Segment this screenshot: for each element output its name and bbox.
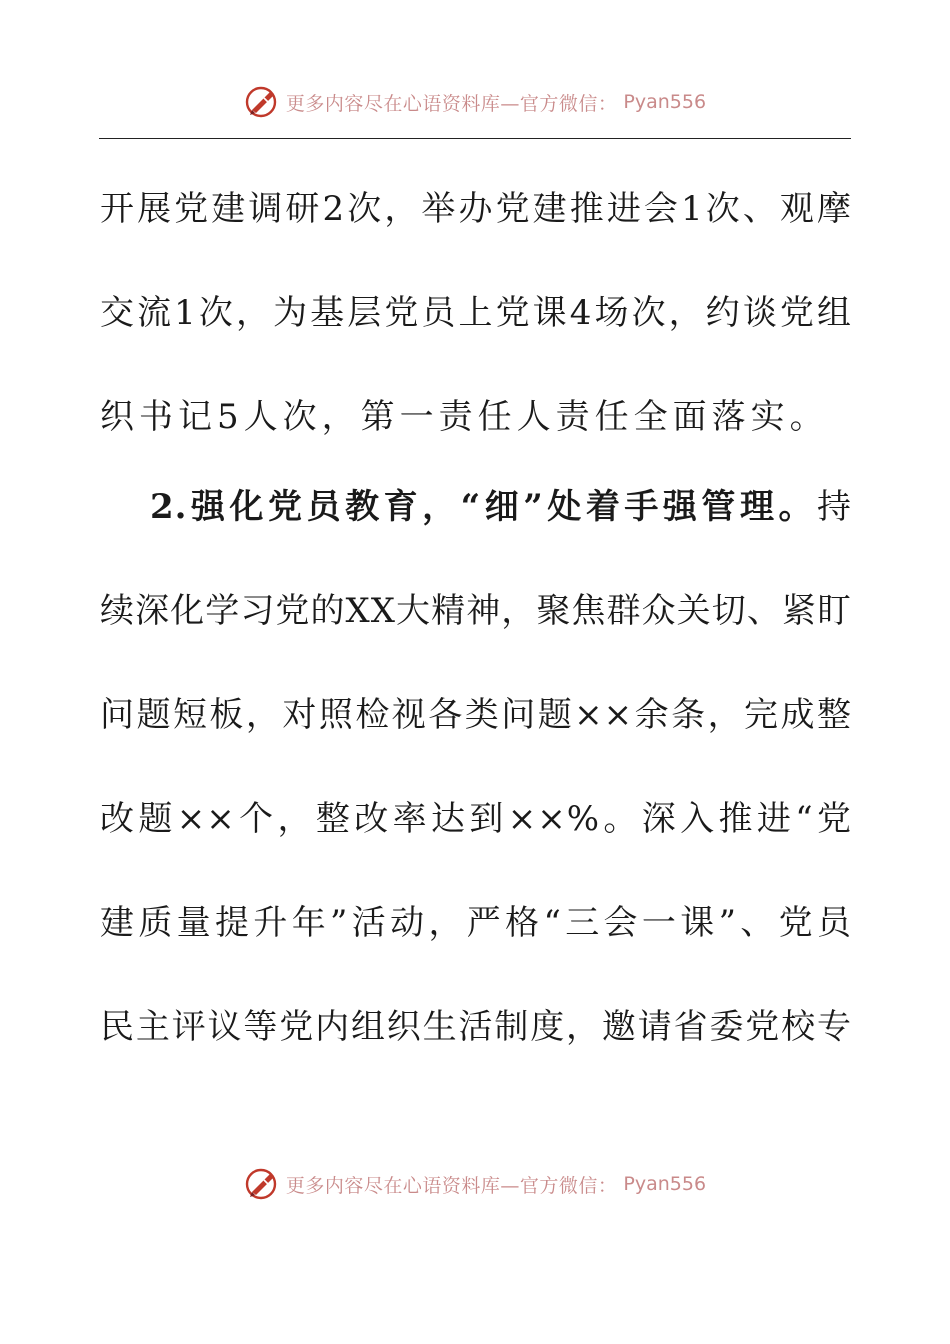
body-line-2: 交流1次，为基层党员上党课4场次，约谈党组 (100, 293, 852, 333)
footer-banner (0, 1162, 950, 1206)
header-divider (99, 138, 851, 139)
body-line-6: 问题短板，对照检视各类问题××余条，完成整 (100, 695, 852, 735)
section-heading: 2.强化党员教育，“细”处着手强管理。 (150, 487, 817, 527)
body-line-1: 开展党建调研2次，举办党建推进会1次、观摩 (100, 189, 852, 229)
body-line-5: 续深化学习党的XX大精神，聚焦群众关切、紧盯 (100, 591, 852, 631)
body-line-7: 改题××个，整改率达到××%。深入推进“党 (100, 799, 852, 839)
header-wechat-id: Pyan556 (623, 91, 707, 113)
header-banner-text: 更多内容尽在心语资料库—官方微信： (285, 92, 618, 115)
footer-wechat-id: Pyan556 (623, 1173, 707, 1195)
heading-continuation: 持 (817, 487, 852, 527)
pen-logo-icon (244, 84, 280, 120)
section-heading-line (150, 477, 852, 537)
header-banner (0, 80, 950, 124)
body-line-3: 织书记5人次，第一责任人责任全面落实。 (100, 397, 829, 437)
footer-banner-text: 更多内容尽在心语资料库—官方微信： (285, 1174, 618, 1197)
body-line-9: 民主评议等党内组织生活制度，邀请省委党校专 (100, 1007, 852, 1047)
pen-logo-icon (244, 1166, 280, 1202)
body-line-8: 建质量提升年”活动，严格“三会一课”、党员 (100, 903, 852, 943)
